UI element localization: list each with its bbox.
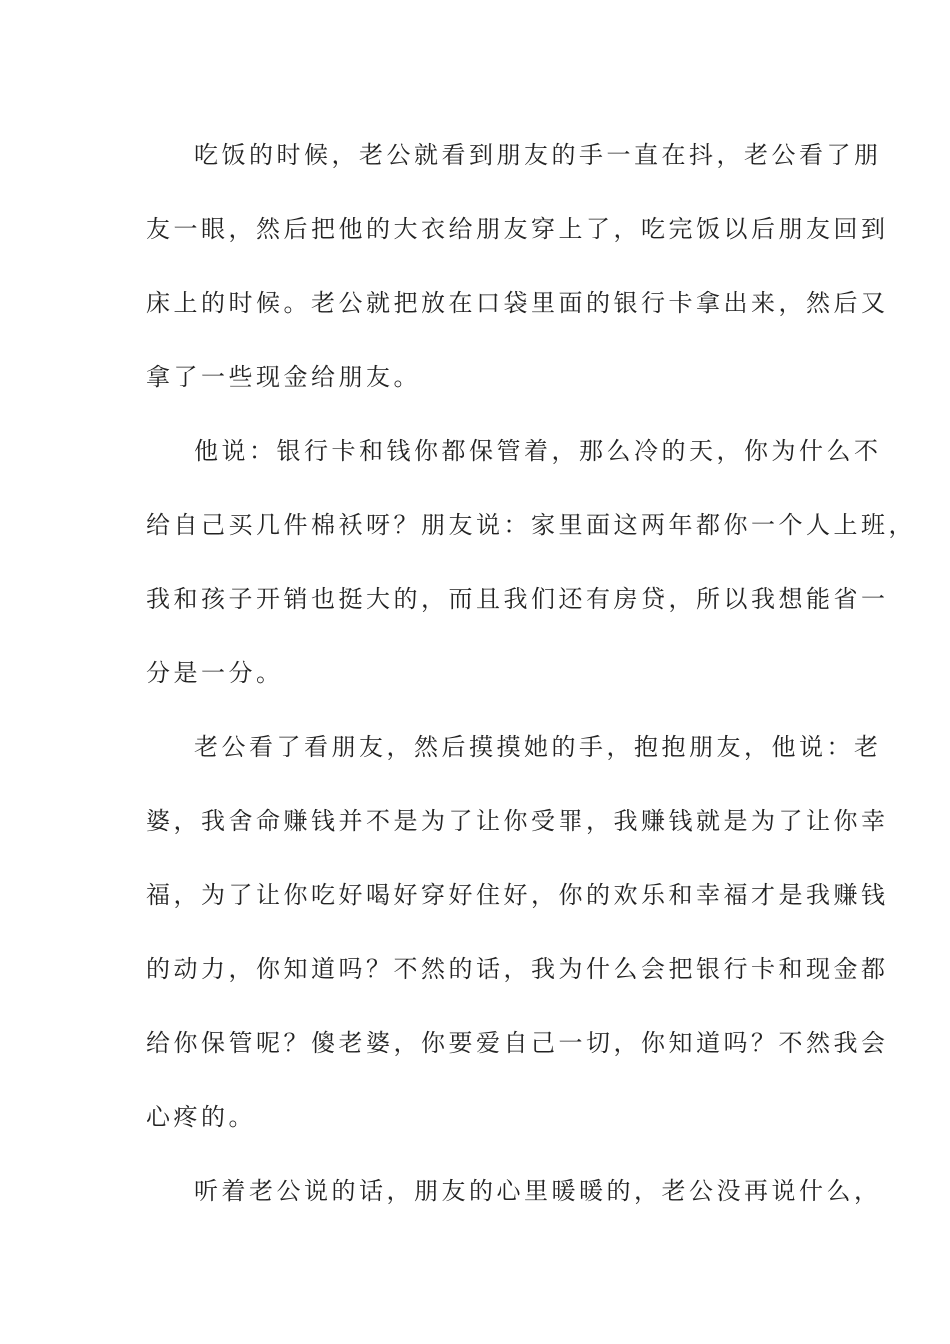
paragraph-2-line-3: 我和孩子开销也挺大的，而且我们还有房贷，所以我想能省一 bbox=[146, 585, 889, 613]
paragraph-3-line-5: 给你保管呢？傻老婆，你要爱自己一切，你知道吗？不然我会 bbox=[146, 1029, 889, 1057]
paragraph-3-line-6: 心疼的。 bbox=[146, 1103, 256, 1131]
paragraph-3-line-4: 的动力，你知道吗？不然的话，我为什么会把银行卡和现金都 bbox=[146, 955, 889, 983]
paragraph-1-line-4: 拿了一些现金给朋友。 bbox=[146, 363, 421, 391]
paragraph-4-line-1: 听着老公说的话，朋友的心里暖暖的，老公没再说什么， bbox=[194, 1177, 882, 1205]
paragraph-3-line-2: 婆，我舍命赚钱并不是为了让你受罪，我赚钱就是为了让你幸 bbox=[146, 807, 889, 835]
paragraph-1-line-3: 床上的时候。老公就把放在口袋里面的银行卡拿出来，然后又 bbox=[146, 289, 889, 317]
paragraph-2-line-4: 分是一分。 bbox=[146, 659, 284, 687]
body-text bbox=[146, 127, 916, 1237]
paragraph-2-line-1: 他说：银行卡和钱你都保管着，那么冷的天，你为什么不 bbox=[194, 437, 882, 465]
paragraph-2-line-2: 给自己买几件棉袄呀？朋友说：家里面这两年都你一个人上班， bbox=[146, 511, 916, 539]
paragraph-1-line-2: 友一眼，然后把他的大衣给朋友穿上了，吃完饭以后朋友回到 bbox=[146, 215, 889, 243]
paragraph-3-line-1: 老公看了看朋友，然后摸摸她的手，抱抱朋友，他说：老 bbox=[194, 733, 882, 761]
paragraph-3-line-3: 福，为了让你吃好喝好穿好住好，你的欢乐和幸福才是我赚钱 bbox=[146, 881, 889, 909]
paragraph-1-line-1: 吃饭的时候，老公就看到朋友的手一直在抖，老公看了朋 bbox=[194, 141, 882, 169]
